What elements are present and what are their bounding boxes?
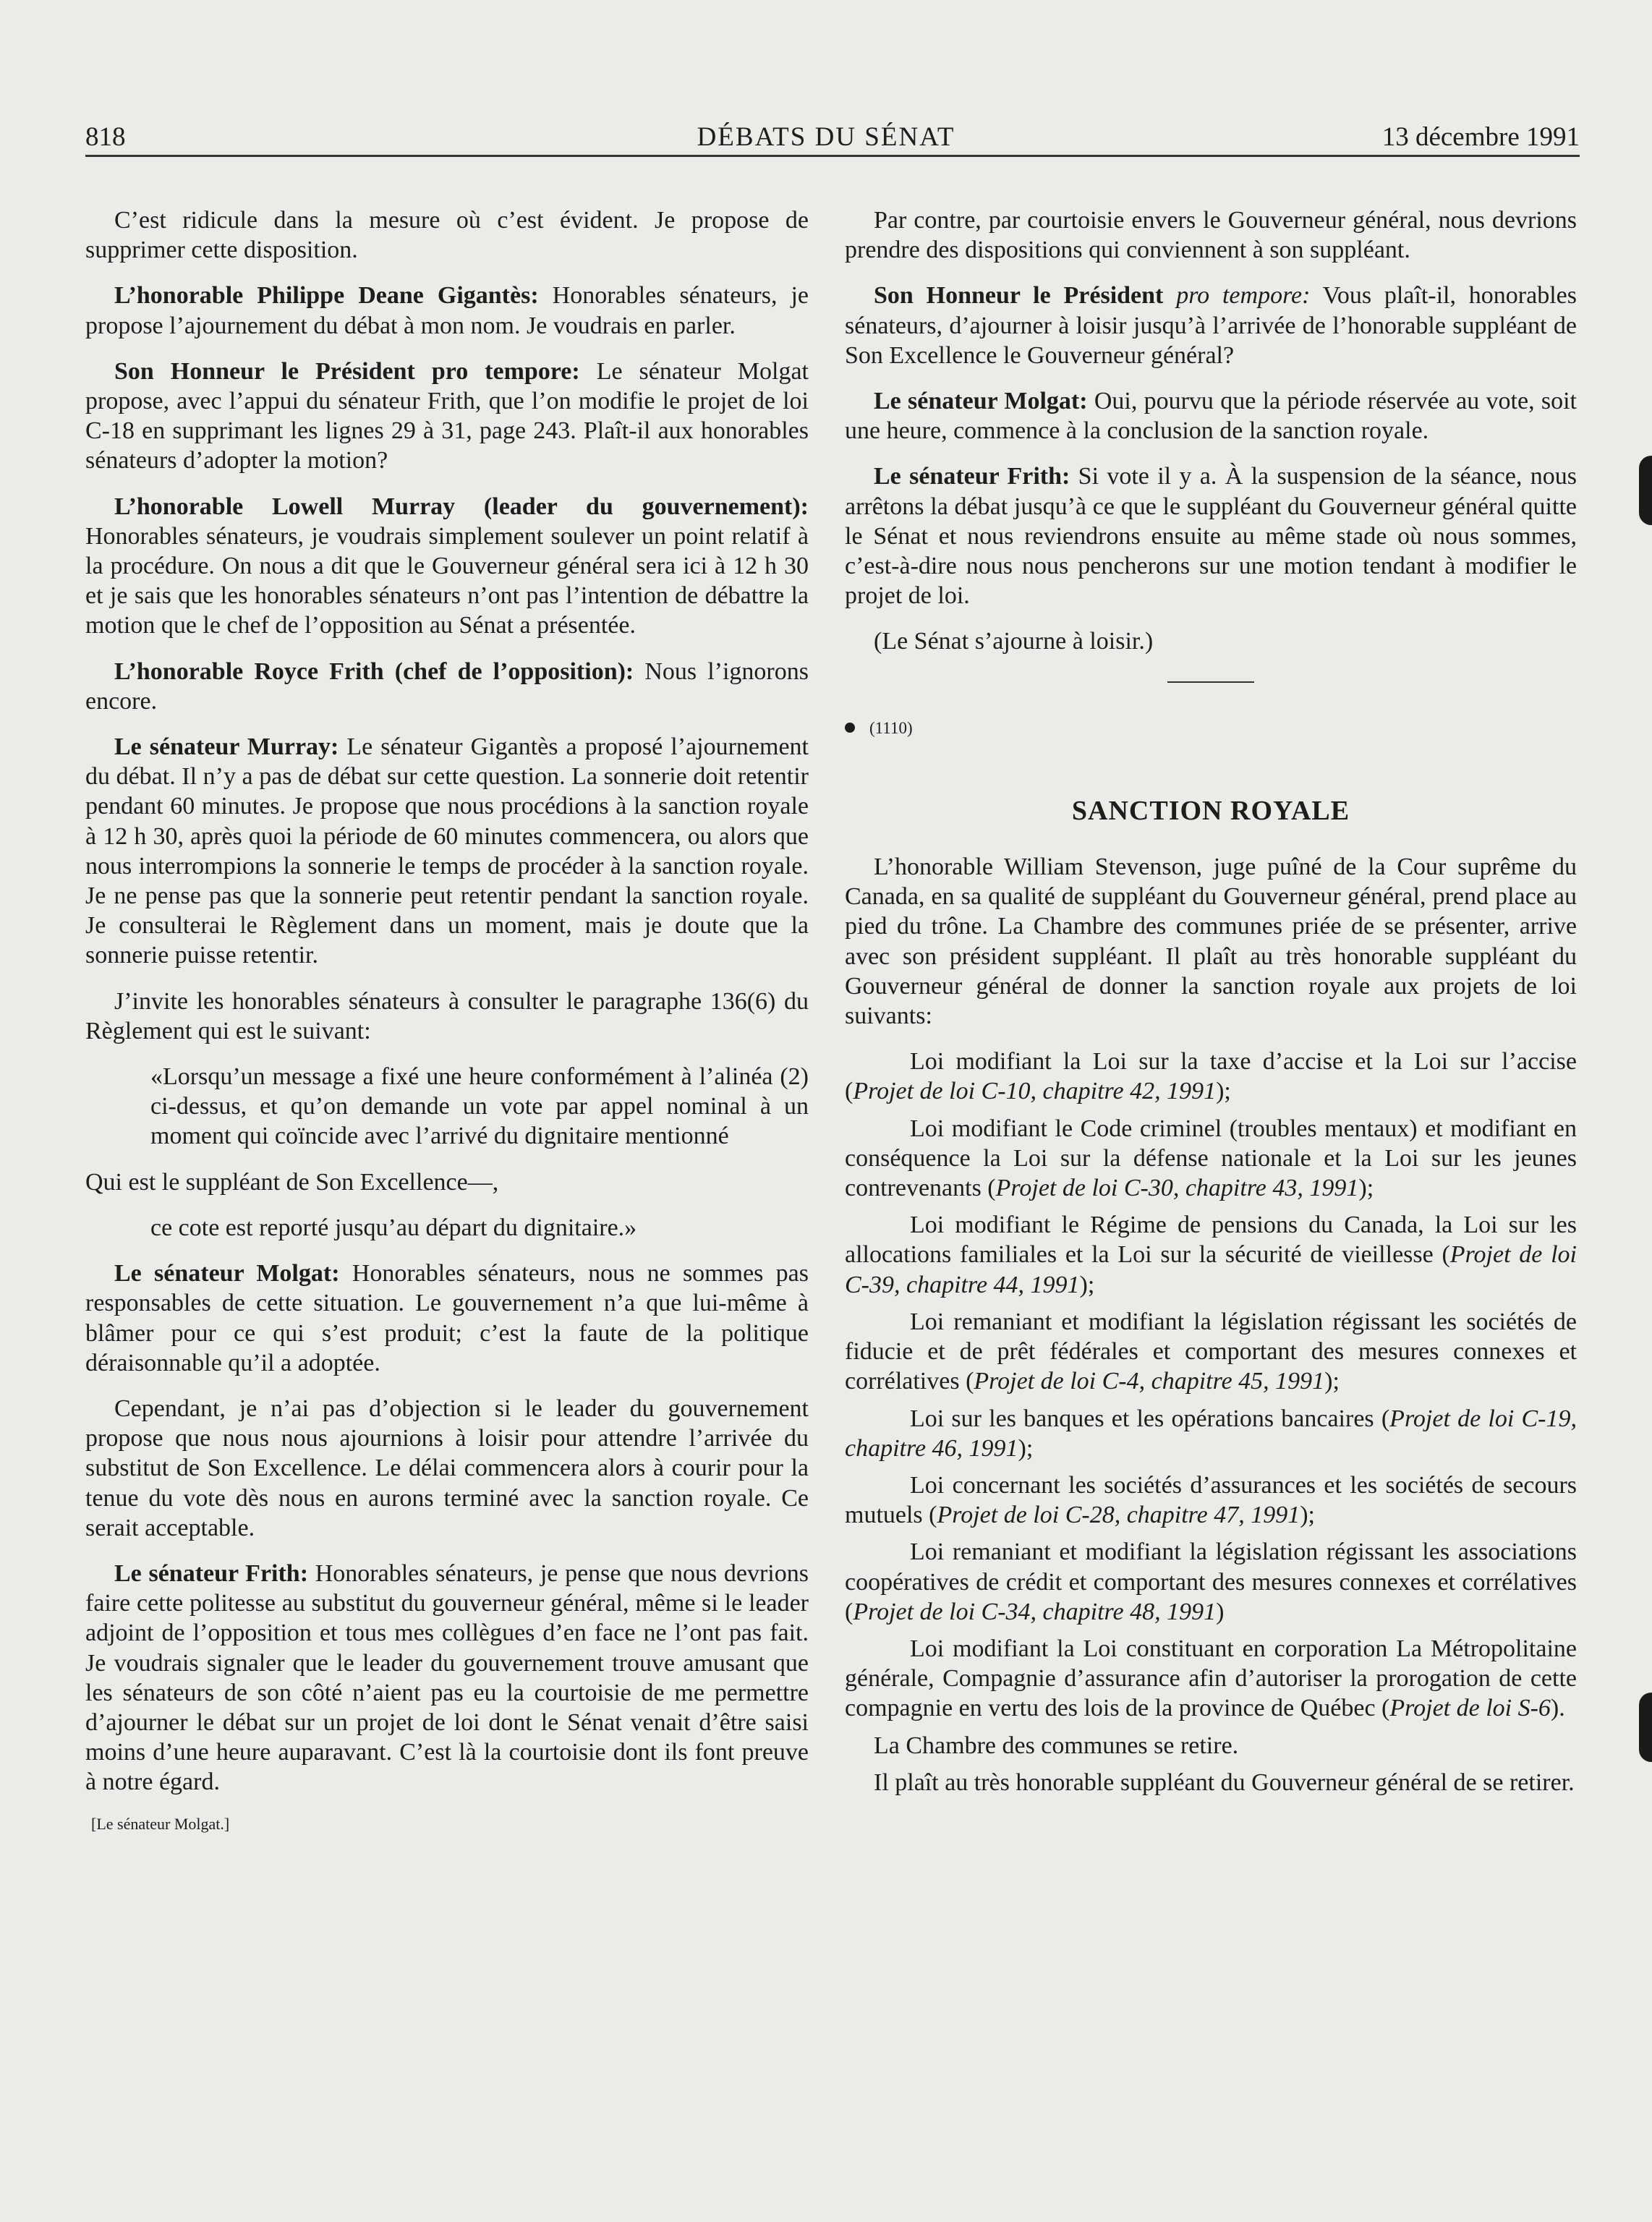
quote-line [150, 1213, 809, 1243]
bill-item [845, 1537, 1577, 1627]
speaker-name: Son Honneur le Président [874, 282, 1164, 310]
paragraph-text: L’honorable William Stevenson, juge puîné de la Cour suprême du Canada, en sa qualité de suppléant du Gouverneur général, prend place au pied du trône. La Chambre des communes priée de se présenter, arrive avec son président suppléant. Il plaît au très honorable suppléant du Gouverneur général de donner la sanction royale aux projets de loi suivants: [845, 854, 1577, 1030]
paragraph-text: Honorables sénateurs, je pense que nous devrions faire cette politesse au substitut du gouverneur général, même si le leader adjoint de l’opposition et tous mes collègues d’en face ne l’ont pas fait. Je voudrais signaler que le leader du gouvernement trouve amusant que les sénateurs de son côté n’aient pas eu la courtoisie de me permettre d’ajourner le débat sur un projet de loi dont le Sénat venait d’être saisi moins d’une heure auparavant. C’est là la courtoisie dont ils font preuve à notre égard. [85, 1559, 809, 1796]
quote-text: «Lorsqu’un message a fixé une heure conformément à l’alinéa (2) ci-dessus, et qu’on demande un vote par appel nominal à un moment qui coïncide avec l’arrivé du dignitaire mentionné [150, 1063, 809, 1150]
page-number: 818 [85, 122, 126, 152]
section-divider [1167, 681, 1254, 683]
paragraph [85, 357, 809, 476]
bill-text: Loi remaniant et modifiant la législation régissant les associations coopératives de crédit et comportant des mesures connexes et corrélatives ( [845, 1538, 1577, 1625]
speaker-name: L’honorable Royce Frith (chef de l’opposition): [114, 657, 634, 685]
bill-item [845, 1404, 1577, 1463]
paragraph [85, 205, 809, 265]
bill-text: Loi modifiant la Loi constituant en corporation La Métropolitaine générale, Compagnie d’assurance afin d’autoriser la prorogation de cette compagnie en vertu des lois de la province de Québec ( [845, 1635, 1577, 1722]
paragraph [85, 1259, 809, 1378]
bill-reference: Projet de loi C-34, chapitre 48, 1991 [853, 1598, 1217, 1625]
bullet-icon [845, 723, 855, 733]
bill-reference: Projet de loi C-4, chapitre 45, 1991 [974, 1368, 1325, 1395]
bill-text: Loi modifiant la Loi sur la taxe d’accise et la Loi sur l’accise ( [845, 1048, 1577, 1105]
binder-hole-mark [1639, 1693, 1652, 1762]
time-marker [845, 713, 1577, 743]
bill-item [845, 1114, 1577, 1204]
bill-end: ); [1079, 1271, 1095, 1298]
paragraph-text: (Le Sénat s’ajourne à loisir.) [874, 628, 1154, 655]
paragraph [85, 657, 809, 716]
speaker-name: Son Honneur le Président pro tempore: [114, 357, 580, 385]
bill-end: ); [1300, 1502, 1316, 1529]
paragraph [845, 386, 1577, 446]
speaker-name: Le sénateur Frith: [114, 1559, 309, 1587]
bill-end: ); [1018, 1434, 1034, 1462]
bill-reference: Projet de loi C-28, chapitre 47, 1991 [937, 1502, 1300, 1529]
left-column [85, 205, 809, 1839]
bill-end: ); [1324, 1368, 1340, 1395]
paragraph [845, 205, 1577, 265]
bill-end: ) [1216, 1598, 1225, 1625]
bill-item [845, 1470, 1577, 1530]
page-date: 13 décembre 1991 [1381, 122, 1580, 152]
speaker-name: L’honorable Lowell Murray (leader du gouvernement): [114, 493, 809, 520]
time-marker-text: (1110) [869, 718, 913, 737]
paragraph [85, 987, 809, 1046]
bill-item [845, 1047, 1577, 1106]
bill-item [845, 1634, 1577, 1724]
paragraph [845, 1731, 1577, 1761]
paragraph [85, 1394, 809, 1543]
speaker-footnote: [Le sénateur Molgat.] [91, 1814, 230, 1833]
paragraph-text: Nous l’ignorons encore. [85, 657, 809, 715]
paragraph-text: Cependant, je n’ai pas d’objection si le leader du gouvernement propose que nous nous ajournions à loisir pour attendre l’arrivée du substitut de Son Excellence. Le délai commencera alors à courir pour la tenue du vote dès nous en aurons terminé avec la sanction royale. Ce serait acceptable. [85, 1395, 809, 1541]
paragraph-text: Vous plaît-il, honorables sénateurs, d’ajourner à loisir jusqu’à l’arrivée de l’honorable suppléant de Son Excellence le Gouverneur général? [845, 282, 1577, 369]
bill-text: Loi sur les banques et les opérations bancaires ( [910, 1405, 1390, 1432]
speaker-name: Le sénateur Molgat: [114, 1260, 340, 1287]
paragraph-text: Honorables sénateurs, je propose l’ajournement du débat à mon nom. Je voudrais en parler. [85, 282, 809, 339]
paragraph-text: Le sénateur Gigantès a proposé l’ajournement du débat. Il n’y a pas de débat sur cette question. La sonnerie doit retentir pendant 60 minutes. Je propose que nous procédions à la sanction royale à 12 h 30, après quoi la période de 60 minutes commencera, ou alors que nous interrompions la sonnerie le temps de procéder à la sanction royale. Je ne pense pas que la sonnerie peut retentir pendant la sanction royale. Je consulterai le Règlement dans un moment, mais je doute que la sonnerie puisse retentir. [85, 733, 809, 969]
paragraph [85, 492, 809, 641]
bill-text: Loi remaniant et modifiant la législation régissant les sociétés de fiducie et de prêt fédérales et comportant des mesures connexes et corrélatives ( [845, 1308, 1577, 1395]
paragraph-text: Le sénateur Molgat propose, avec l’appui du sénateur Frith, que l’on modifie le projet de loi C-18 en supprimant les lignes 29 à 31, page 243. Plaît-il aux honorables sénateurs d’adopter la motion? [85, 357, 809, 474]
bill-list [845, 1047, 1577, 1723]
bill-text: Loi modifiant le Régime de pensions du Canada, la Loi sur les allocations familiales et la Loi sur la sécurité de vieillesse ( [845, 1212, 1577, 1269]
page-title: DÉBATS DU SÉNAT [697, 122, 955, 152]
paragraph-text: Honorables sénateurs, je voudrais simplement soulever un point relatif à la procédure. On nous a dit que le Gouverneur général sera ici à 12 h 30 et je sais que les honorables sénateurs n’ont pas l’intention de débattre la motion que le chef de l’opposition au Sénat a présentée. [85, 522, 809, 639]
quote-text: Qui est le suppléant de Son Excellence—, [85, 1168, 499, 1196]
speaker-name: Le sénateur Murray: [114, 733, 339, 761]
bill-end: ). [1550, 1695, 1565, 1722]
paragraph [85, 281, 809, 340]
paragraph [845, 461, 1577, 610]
quote-text: ce cote est reporté jusqu’au départ du dignitaire.» [150, 1214, 637, 1241]
binder-hole-mark [1639, 456, 1652, 525]
paragraph-text: Oui, pourvu que la période réservée au vote, soit une heure, commence à la conclusion de la sanction royale. [845, 388, 1577, 445]
paragraph [845, 281, 1577, 370]
speaker-name: L’honorable Philippe Deane Gigantès: [114, 282, 539, 310]
paragraph-text: Si vote il y a. À la suspension de la séance, nous arrêtons la débat jusqu’à ce que le suppléant du Gouverneur général quitte le Sénat et nous reviendrons ensuite au même stade où nous sommes, c’est-à-dire nous nous pencherons sur une motion tendant à modifier le projet de loi. [845, 463, 1577, 610]
paragraph-text: La Chambre des communes se retire. [874, 1732, 1239, 1759]
bill-reference: Projet de loi C-19, chapitre 46, 1991 [845, 1405, 1577, 1462]
bill-reference: Projet de loi C-30, chapitre 43, 1991 [995, 1175, 1359, 1202]
speaker-qualifier: pro tempore: [1163, 282, 1311, 310]
bill-end: ); [1358, 1175, 1374, 1202]
header-rule [85, 155, 1580, 157]
paragraph-text: Il plaît au très honorable suppléant du Gouverneur général de se retirer. [874, 1768, 1575, 1796]
quote-paragraph [150, 1062, 809, 1152]
paragraph-text: Par contre, par courtoisie envers le Gouverneur général, nous devrions prendre des dispositions qui conviennent à son suppléant. [845, 207, 1577, 264]
paragraph-text: J’invite les honorables sénateurs à consulter le paragraphe 136(6) du Règlement qui est le suivant: [85, 987, 809, 1044]
paragraph [845, 626, 1577, 656]
quote-line [85, 1167, 809, 1197]
right-column [845, 205, 1577, 1813]
bill-item [845, 1307, 1577, 1397]
bill-item [845, 1210, 1577, 1300]
bill-text: Loi concernant les sociétés d’assurances et les sociétés de secours mutuels ( [845, 1471, 1577, 1529]
bill-reference: Projet de loi S-6 [1389, 1695, 1551, 1722]
bill-reference: Projet de loi C-10, chapitre 42, 1991 [853, 1078, 1217, 1105]
paragraph [85, 1559, 809, 1797]
speaker-name: Le sénateur Molgat: [874, 388, 1088, 415]
paragraph-text: Honorables sénateurs, nous ne sommes pas responsables de cette situation. Le gouvernement n’a que lui-même à blâmer pour ce qui s’est produit; c’est la faute de la politique déraisonnable qu’il a adoptée. [85, 1260, 809, 1376]
paragraph-text: C’est ridicule dans la mesure où c’est évident. Je propose de supprimer cette disposition. [85, 207, 809, 264]
paragraph [845, 1768, 1577, 1797]
section-title: SANCTION ROYALE [1071, 795, 1350, 826]
bill-reference: Projet de loi C-39, chapitre 44, 1991 [845, 1241, 1577, 1298]
paragraph [845, 852, 1577, 1031]
bill-end: ); [1216, 1078, 1231, 1105]
paragraph [85, 732, 809, 971]
speaker-name: Le sénateur Frith: [874, 463, 1070, 490]
bill-text: Loi modifiant le Code criminel (troubles mentaux) et modifiant en conséquence la Loi sur la défense nationale et la Loi sur les jeunes contrevenants ( [845, 1115, 1577, 1202]
